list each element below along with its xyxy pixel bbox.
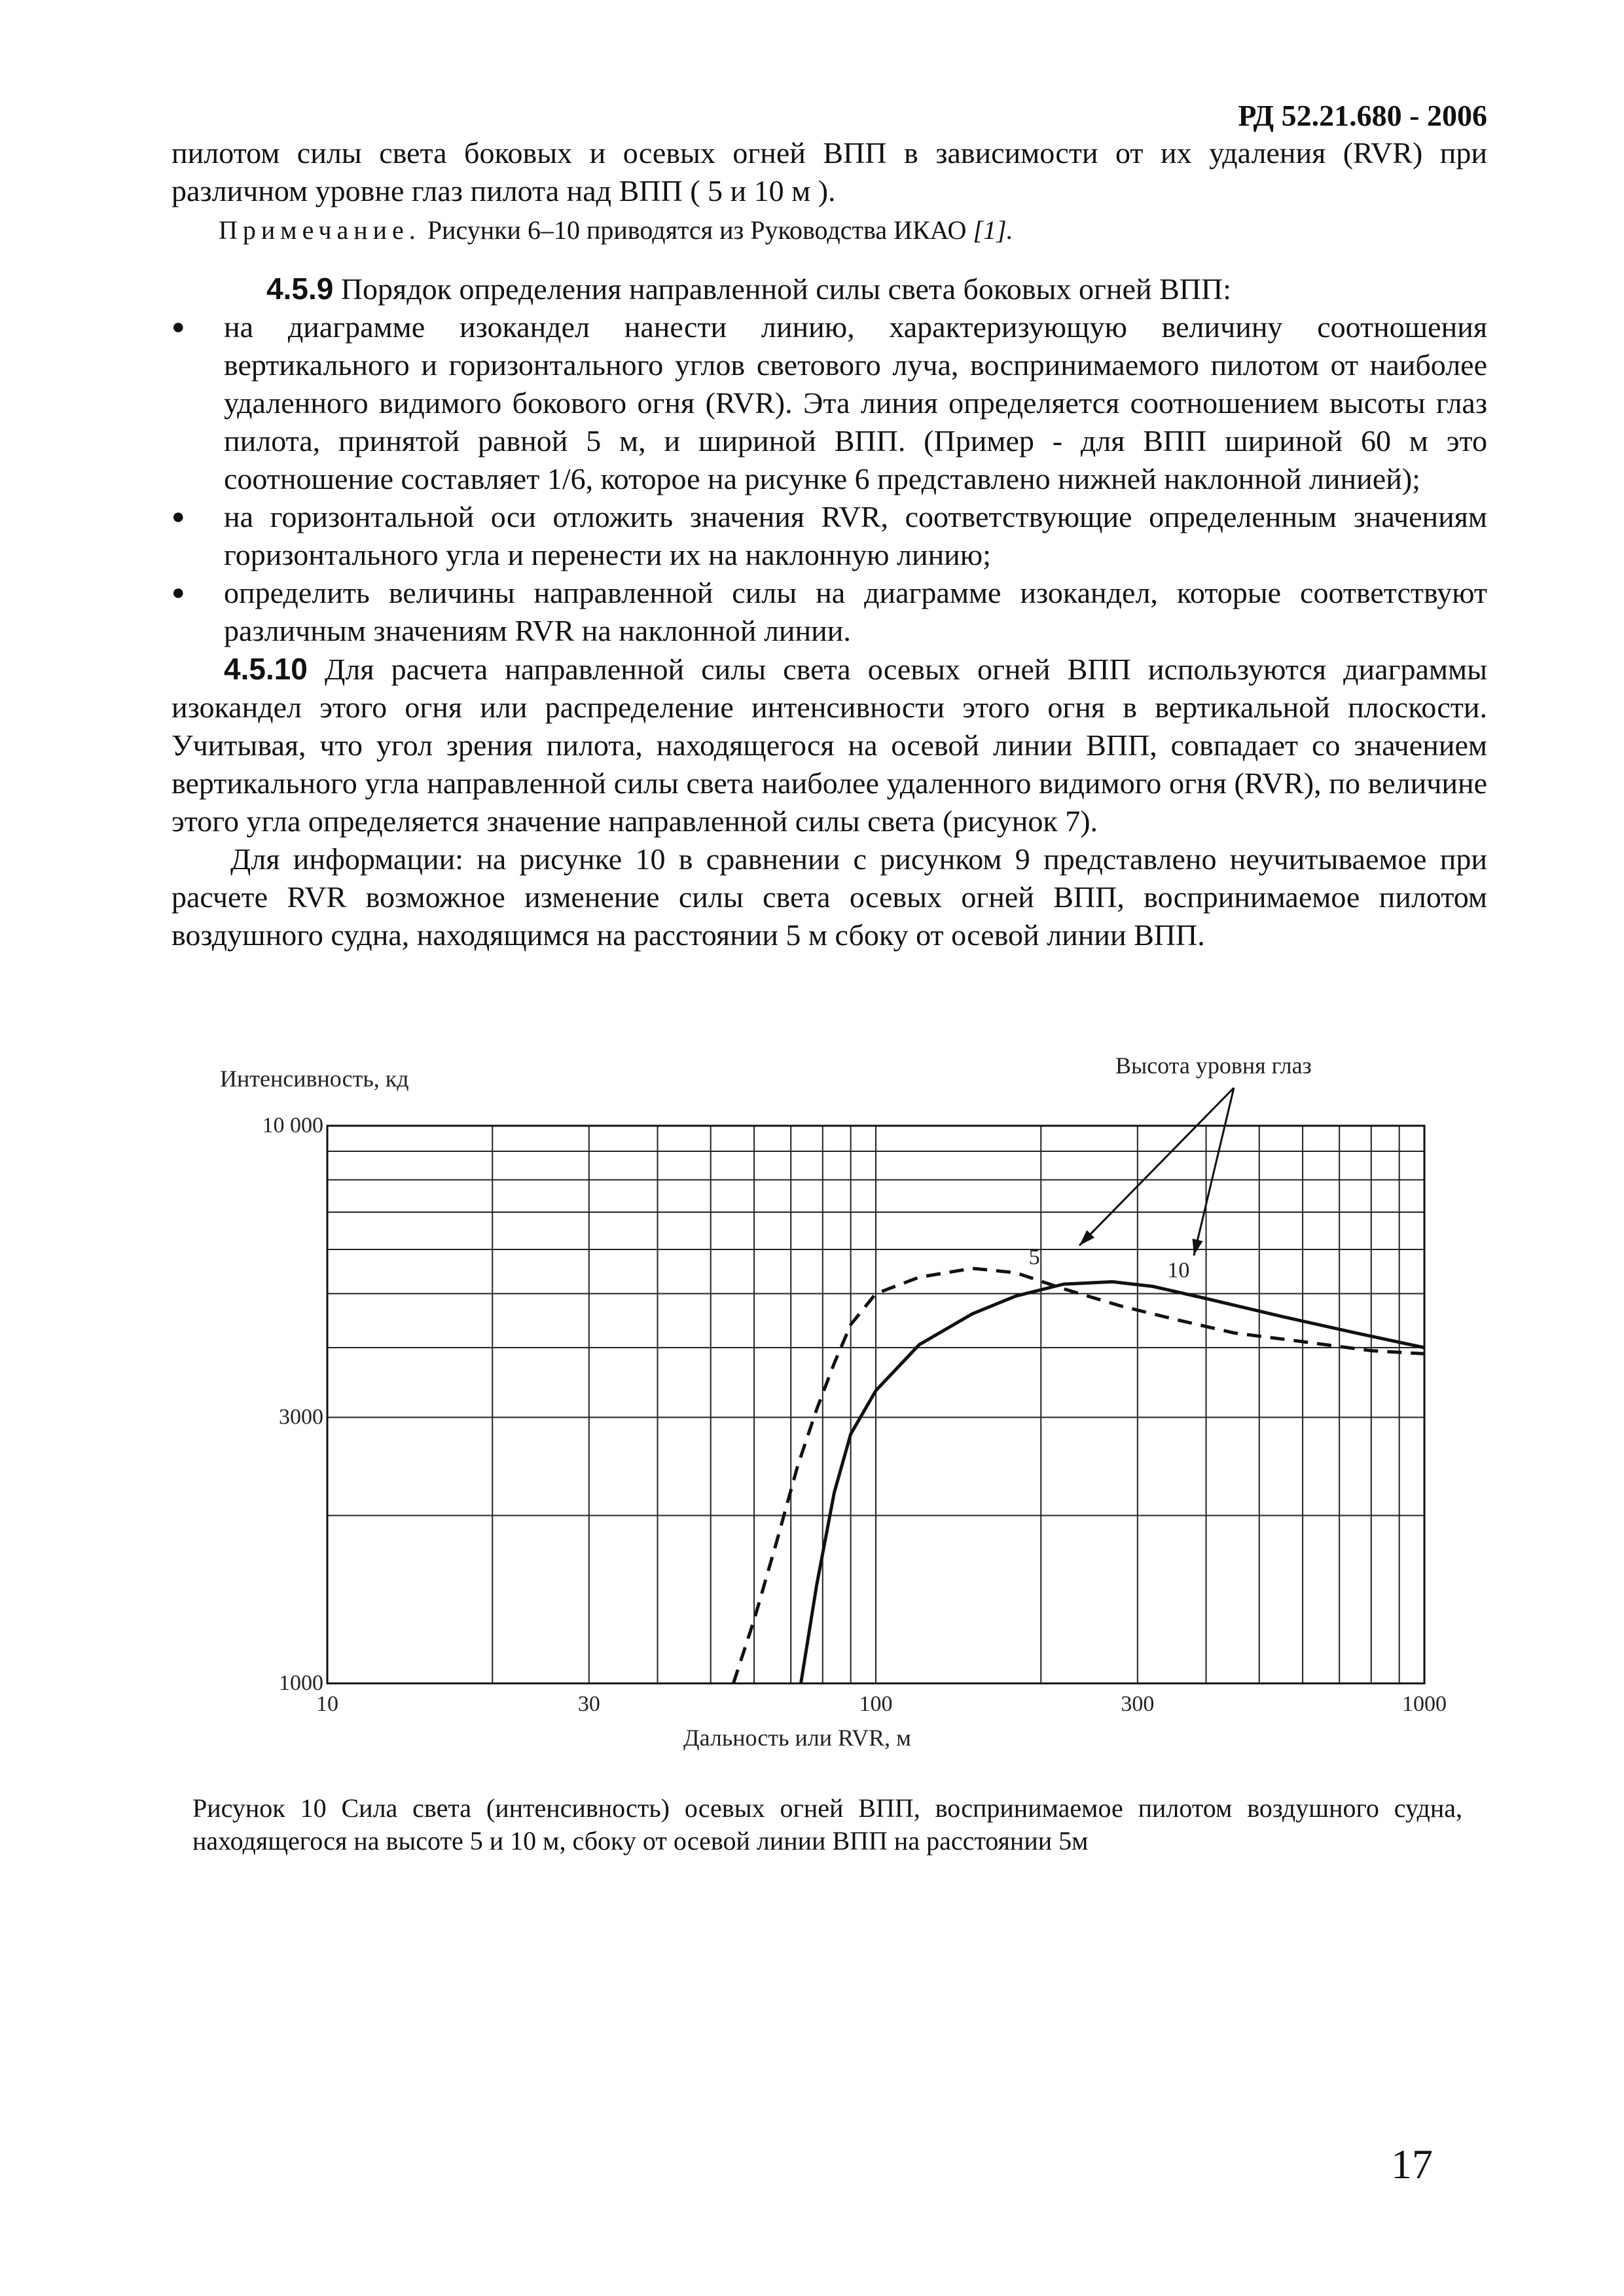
figure-10-chart [196, 1041, 1466, 1767]
section-number: 4.5.9 [266, 272, 334, 306]
y-tick-label: 1000 [279, 1671, 323, 1695]
section-text: Для расчета направленной силы света осевых огней ВПП используются диаграммы изокандел этого огня или распределение интенсивности этого огня в вертикальной плоскости. Учитывая, что угол зрения пилота, находящегося на осевой линии ВПП, совпадает со значением вертикального угла направленной силы света наиболее удаленного видимого огня (RVR), по величине этого угла определяется значение направленной силы света (рисунок 7). [171, 653, 1487, 838]
note-paragraph [171, 211, 1487, 249]
y-axis-label: Интенсивность, кд [220, 1066, 409, 1092]
series-line-5 [733, 1268, 1424, 1683]
x-tick-label: 30 [577, 1692, 600, 1716]
x-tick-label: 10 [316, 1692, 338, 1716]
x-tick-label: 100 [859, 1692, 893, 1716]
chart-svg [196, 1041, 1466, 1767]
x-tick-label: 1000 [1402, 1692, 1447, 1716]
section-4-5-10-paragraph [171, 650, 1487, 840]
bullet-dot-icon: ● [171, 315, 185, 339]
bullet-text: на горизонтальной оси отложить значения RVR, соответствующие определенным значениям горизонтального угла и перенести их на наклонную линию; [224, 500, 1487, 571]
note-text: Рисунки 6–10 приводятся из Руководства ИКАО [420, 215, 973, 245]
series-label-5: 5 [1028, 1245, 1040, 1270]
section-4-5-9 [171, 270, 1487, 954]
section-title: Порядок определения направленной силы света боковых огней ВПП: [333, 272, 1231, 306]
bullet-text: на диаграмме изокандел нанести линию, характеризующую величину соотношения вертикального и горизонтального углов светового луча, воспринимаемого пилотом от наиболее удаленного видимого бокового огня (RVR). Эта линия определяется соотношением высоты глаз пилота, принятой равной 5 м, и шириной ВПП. (Пример - для ВПП шириной 60 м это соотношение составляет 1/6, которое на рисунке 6 представлено нижней наклонной линией); [224, 310, 1487, 495]
note-label: Примечание. [219, 215, 421, 245]
x-axis-label: Дальность или RVR, м [683, 1725, 911, 1751]
bullet-dot-icon: ● [171, 505, 185, 529]
figure-caption: Рисунок 10 Сила света (интенсивность) осевых огней ВПП, воспринимаемое пилотом воздушного судна, находящегося на высоте 5 и 10 м, сбоку от осевой линии ВПП на расстоянии 5м [192, 1793, 1462, 1856]
bullet-item [171, 574, 1487, 650]
annotation-arrow-line [1079, 1088, 1234, 1246]
intro-paragraph: пилотом силы света боковых и осевых огней ВПП в зависимости от их удаления (RVR) при различном уровне глаз пилота над ВПП ( 5 и 10 м ). [171, 136, 1487, 207]
annotation-arrow-line [1194, 1088, 1234, 1255]
series-line-10 [801, 1282, 1425, 1683]
document-number-header: РД 52.21.680 - 2006 [1238, 99, 1487, 132]
info-paragraph: Для информации: на рисунке 10 в сравнении с рисунком 9 представлено неучитываемое при расчете RVR возможное изменение силы света осевых огней ВПП, воспринимаемое пилотом воздушного судна, находящимся на расстоянии 5 м сбоку от осевой линии ВПП. [171, 842, 1487, 952]
intro-paragraph-block [171, 134, 1487, 249]
bullet-item [171, 308, 1487, 498]
page-number: 17 [1391, 2141, 1433, 2187]
annotation-label: Высота уровня глаз [1115, 1052, 1312, 1079]
section-4-5-9-heading [171, 270, 1487, 308]
y-tick-label: 3000 [279, 1405, 323, 1429]
x-tick-label: 300 [1121, 1692, 1155, 1716]
y-tick-label: 10 000 [262, 1113, 323, 1138]
bullet-item [171, 498, 1487, 574]
note-reference: [1]. [973, 215, 1013, 245]
bullet-dot-icon: ● [171, 581, 185, 605]
section-number: 4.5.10 [224, 652, 308, 686]
bullet-text: определить величины направленной силы на диаграмме изокандел, которые соответствуют различным значениям RVR на наклонной линии. [224, 576, 1487, 647]
series-label-10: 10 [1167, 1258, 1190, 1283]
arrowhead-icon [1193, 1238, 1203, 1255]
